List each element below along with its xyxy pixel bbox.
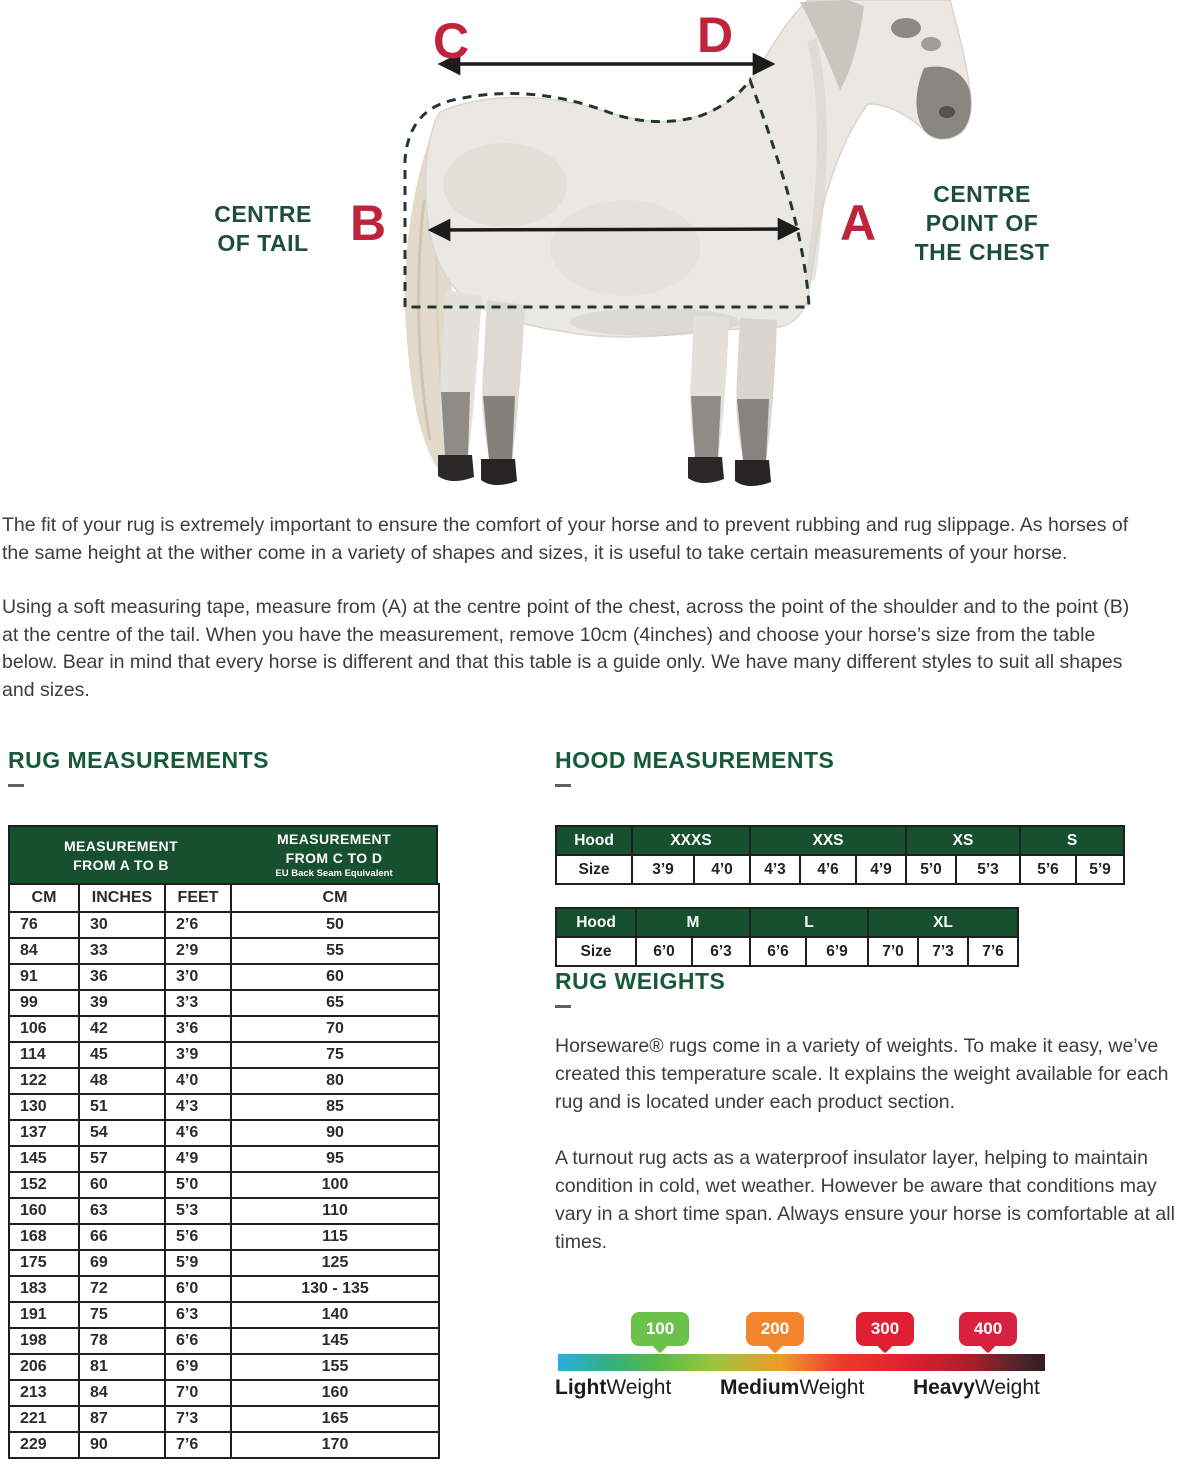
intro-paragraph-2: Using a soft measuring tape, measure from (A) at the centre point of the chest, across the point of the shoulder and to the point (B) at the centre of the tail. When you have the measurement, remove 10cm (4inches) and choose your horse’s size from the table below. Bear in mind that every horse is different and that this table is a guide only. We have many different styles to suit all shapes and sizes. [2, 596, 1130, 701]
cell-inches: 51 [79, 1094, 165, 1120]
table-row [9, 1198, 439, 1224]
size-value: 5’3 [956, 855, 1020, 884]
table-row [9, 990, 439, 1016]
cell-cm-c-to-d: 155 [231, 1354, 439, 1380]
cell-feet: 7’0 [165, 1380, 231, 1406]
rug-weights-paragraph-2: A turnout rug acts as a waterproof insulator layer, helping to maintain condition in cold, wet weather. However be aware that conditions may vary in a short time span. Always ensure your horse is comfortable at all times. [555, 1147, 1175, 1253]
size-group-s: S [1020, 826, 1124, 855]
size-value: 4’0 [694, 855, 750, 884]
cell-cm: 76 [9, 912, 79, 938]
table-row [9, 1016, 439, 1042]
col-header-feet: FEET [165, 884, 231, 912]
cell-cm-c-to-d: 65 [231, 990, 439, 1016]
cell-cm: 206 [9, 1354, 79, 1380]
rug-table-column-header-row [9, 884, 439, 912]
rug-measurements-section [8, 746, 438, 1459]
size-group-xl: XL [868, 908, 1018, 937]
heading-dash [555, 784, 571, 787]
cell-cm: 114 [9, 1042, 79, 1068]
cell-cm-c-to-d: 160 [231, 1380, 439, 1406]
size-group-xxs: XXS [750, 826, 906, 855]
centre-of-tail-label: CENTRE OF TAIL [214, 201, 312, 256]
cell-cm: 106 [9, 1016, 79, 1042]
cell-cm-c-to-d: 145 [231, 1328, 439, 1354]
cell-cm: 91 [9, 964, 79, 990]
cell-feet: 6’3 [165, 1302, 231, 1328]
cell-cm-c-to-d: 85 [231, 1094, 439, 1120]
hood-size-table-2 [555, 907, 1019, 967]
cell-cm: 175 [9, 1250, 79, 1276]
cell-inches: 36 [79, 964, 165, 990]
cell-feet: 3’9 [165, 1042, 231, 1068]
cell-inches: 57 [79, 1146, 165, 1172]
size-value: 5’0 [906, 855, 956, 884]
size-group-l: L [750, 908, 868, 937]
cell-inches: 84 [79, 1380, 165, 1406]
rug-size-table [8, 825, 438, 1459]
cell-inches: 39 [79, 990, 165, 1016]
table-row [9, 1276, 439, 1302]
table-row [9, 1068, 439, 1094]
table-row [9, 1328, 439, 1354]
table-row [9, 1302, 439, 1328]
cell-feet: 5’6 [165, 1224, 231, 1250]
cell-cm-c-to-d: 165 [231, 1406, 439, 1432]
label-d: D [697, 7, 734, 63]
cell-cm: 191 [9, 1302, 79, 1328]
cell-feet: 5’9 [165, 1250, 231, 1276]
size-group-xxxs: XXXS [632, 826, 750, 855]
header-measurement-c-to-d: MEASUREMENT FROM C TO D EU Back Seam Equivalent [275, 831, 393, 879]
cell-inches: 48 [79, 1068, 165, 1094]
cell-cm: 122 [9, 1068, 79, 1094]
cell-cm: 137 [9, 1120, 79, 1146]
table-row [9, 1380, 439, 1406]
cell-feet: 3’0 [165, 964, 231, 990]
cell-feet: 3’3 [165, 990, 231, 1016]
weight-badge-100: 100 [631, 1312, 689, 1346]
size-value: 4’6 [800, 855, 856, 884]
cell-cm-c-to-d: 70 [231, 1016, 439, 1042]
cell-cm-c-to-d: 80 [231, 1068, 439, 1094]
cell-cm-c-to-d: 50 [231, 912, 439, 938]
heading-dash [8, 784, 24, 787]
size-value: 6’6 [750, 937, 806, 966]
weight-badge-400: 400 [959, 1312, 1017, 1346]
label-b: B [350, 195, 387, 251]
cell-feet: 4’6 [165, 1120, 231, 1146]
cell-inches: 63 [79, 1198, 165, 1224]
cell-inches: 69 [79, 1250, 165, 1276]
horse-measurement-diagram [0, 0, 1200, 510]
right-column [555, 746, 1200, 1407]
cell-cm: 221 [9, 1406, 79, 1432]
cell-inches: 87 [79, 1406, 165, 1432]
badge-pointer [652, 1337, 669, 1354]
size-value: 6’3 [692, 937, 750, 966]
cell-feet: 3’6 [165, 1016, 231, 1042]
intro-paragraph-1: The fit of your rug is extremely important to ensure the comfort of your horse and to prevent rubbing and rug slippage. As horses of the same height at the wither come in a variety of shapes and sizes, it is useful to take certain measurements of your horse. [2, 514, 1129, 564]
cell-inches: 30 [79, 912, 165, 938]
table-row [9, 1354, 439, 1380]
size-value: 7’3 [918, 937, 968, 966]
hood-corner-cell: Hood [556, 908, 636, 937]
cell-cm: 229 [9, 1432, 79, 1458]
cell-inches: 78 [79, 1328, 165, 1354]
cell-inches: 81 [79, 1354, 165, 1380]
size-row-label: Size [556, 855, 632, 884]
badge-pointer [767, 1337, 784, 1354]
cell-cm-c-to-d: 115 [231, 1224, 439, 1250]
rug-measurements-heading: RUG MEASUREMENTS [8, 747, 270, 773]
hood-table1-size-row [556, 855, 1124, 884]
label-c: C [433, 13, 470, 69]
size-value: 4’3 [750, 855, 800, 884]
table-row [9, 1224, 439, 1250]
size-value: 6’9 [806, 937, 868, 966]
cell-cm-c-to-d: 75 [231, 1042, 439, 1068]
cell-feet: 4’9 [165, 1146, 231, 1172]
weight-badge-300: 300 [856, 1312, 914, 1346]
size-row-label: Size [556, 937, 636, 966]
cell-inches: 75 [79, 1302, 165, 1328]
intro-text [2, 512, 1140, 704]
cell-feet: 7’3 [165, 1406, 231, 1432]
cell-cm: 84 [9, 938, 79, 964]
measure-arrow-ba [431, 229, 797, 230]
rug-table-green-header [8, 825, 438, 883]
table-row [9, 1042, 439, 1068]
cell-cm-c-to-d: 100 [231, 1172, 439, 1198]
table-row [9, 912, 439, 938]
header-measurement-a-to-b: MEASUREMENT FROM A TO B [63, 837, 179, 873]
hood-size-table-1 [555, 825, 1125, 885]
cell-inches: 90 [79, 1432, 165, 1458]
weight-label-medium: MediumWeight [720, 1376, 865, 1399]
cell-inches: 54 [79, 1120, 165, 1146]
cell-cm: 145 [9, 1146, 79, 1172]
cell-feet: 5’3 [165, 1198, 231, 1224]
horse-front-legs [688, 315, 777, 486]
size-value: 4’9 [856, 855, 906, 884]
table-row [9, 1094, 439, 1120]
cell-inches: 66 [79, 1224, 165, 1250]
cell-feet: 7’6 [165, 1432, 231, 1458]
size-value: 7’0 [868, 937, 918, 966]
table-row [9, 1432, 439, 1458]
col-header-cm2: CM [231, 884, 439, 912]
label-a: A [840, 195, 877, 251]
table-row [9, 938, 439, 964]
cell-cm-c-to-d: 130 - 135 [231, 1276, 439, 1302]
cell-inches: 60 [79, 1172, 165, 1198]
cell-cm: 99 [9, 990, 79, 1016]
size-value: 3’9 [632, 855, 694, 884]
temperature-gradient-bar [558, 1354, 1045, 1371]
cell-cm-c-to-d: 55 [231, 938, 439, 964]
table-row [9, 1406, 439, 1432]
size-value: 5’6 [1020, 855, 1076, 884]
heading-dash [555, 1005, 571, 1008]
horse-hind-legs [438, 290, 525, 485]
size-value: 5’9 [1076, 855, 1124, 884]
cell-cm: 168 [9, 1224, 79, 1250]
hood-measurements-heading: HOOD MEASUREMENTS [555, 747, 835, 773]
badge-pointer [980, 1337, 997, 1354]
cell-cm: 213 [9, 1380, 79, 1406]
cell-inches: 42 [79, 1016, 165, 1042]
cell-cm: 160 [9, 1198, 79, 1224]
rug-weights-heading: RUG WEIGHTS [555, 968, 726, 994]
size-group-m: M [636, 908, 750, 937]
weight-badge-200: 200 [746, 1312, 804, 1346]
size-value: 7’6 [968, 937, 1018, 966]
col-header-inches: INCHES [79, 884, 165, 912]
cell-feet: 4’0 [165, 1068, 231, 1094]
cell-cm-c-to-d: 140 [231, 1302, 439, 1328]
centre-point-of-chest-label: CENTRE POINT OF THE CHEST [914, 181, 1050, 265]
cell-inches: 72 [79, 1276, 165, 1302]
cell-cm-c-to-d: 125 [231, 1250, 439, 1276]
table-row [9, 964, 439, 990]
cell-cm-c-to-d: 170 [231, 1432, 439, 1458]
weight-label-heavy: HeavyWeight [913, 1376, 1040, 1399]
table-row [9, 1120, 439, 1146]
cell-inches: 45 [79, 1042, 165, 1068]
cell-feet: 6’6 [165, 1328, 231, 1354]
cell-feet: 5’0 [165, 1172, 231, 1198]
size-group-xs: XS [906, 826, 1020, 855]
cell-cm: 198 [9, 1328, 79, 1354]
table-row [9, 1250, 439, 1276]
cell-cm-c-to-d: 95 [231, 1146, 439, 1172]
cell-cm-c-to-d: 90 [231, 1120, 439, 1146]
cell-feet: 6’0 [165, 1276, 231, 1302]
hood-table2-header-row [556, 908, 1018, 937]
cell-cm: 183 [9, 1276, 79, 1302]
cell-cm: 152 [9, 1172, 79, 1198]
badge-pointer [877, 1337, 894, 1354]
cell-feet: 2’9 [165, 938, 231, 964]
weight-label-light: LightWeight [555, 1376, 672, 1399]
cell-feet: 6’9 [165, 1354, 231, 1380]
cell-feet: 4’3 [165, 1094, 231, 1120]
size-value: 6’0 [636, 937, 692, 966]
hood-table1-header-row [556, 826, 1124, 855]
rug-weights-paragraph-1: Horseware® rugs come in a variety of weights. To make it easy, we’ve created this temperature scale. It explains the weight available for each rug and is located under each product section. [555, 1035, 1169, 1113]
cell-cm-c-to-d: 60 [231, 964, 439, 990]
col-header-cm: CM [9, 884, 79, 912]
cell-feet: 2’6 [165, 912, 231, 938]
cell-cm: 130 [9, 1094, 79, 1120]
table-row [9, 1172, 439, 1198]
hood-table2-size-row [556, 937, 1018, 966]
table-row [9, 1146, 439, 1172]
hood-corner-cell: Hood [556, 826, 632, 855]
temperature-scale [555, 1312, 1060, 1407]
cell-cm-c-to-d: 110 [231, 1198, 439, 1224]
cell-inches: 33 [79, 938, 165, 964]
